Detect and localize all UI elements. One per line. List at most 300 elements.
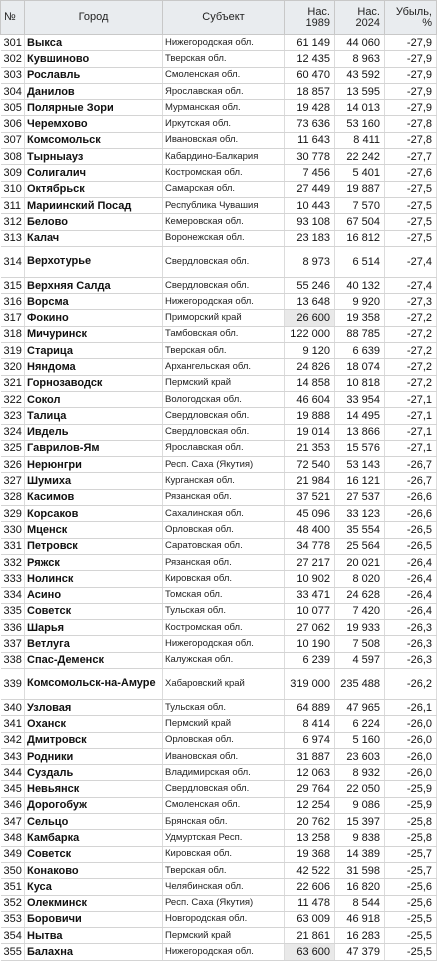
region-name: Тверская обл.	[163, 51, 285, 67]
row-number: 344	[1, 765, 25, 781]
city-name: Олекминск	[25, 895, 163, 911]
row-number: 338	[1, 652, 25, 668]
population-2024: 6 224	[335, 716, 385, 732]
population-1989: 33 471	[285, 587, 335, 603]
table-row	[1, 944, 437, 960]
city-name: Конаково	[25, 862, 163, 878]
row-number: 306	[1, 116, 25, 132]
decline-percent: -26,3	[385, 652, 437, 668]
table-row	[1, 879, 437, 895]
row-number: 308	[1, 149, 25, 165]
region-name: Тверская обл.	[163, 343, 285, 359]
table-row	[1, 310, 437, 326]
region-name: Респ. Саха (Якутия)	[163, 457, 285, 473]
row-number: 329	[1, 506, 25, 522]
row-number: 330	[1, 522, 25, 538]
population-2024: 23 603	[335, 748, 385, 764]
decline-percent: -26,4	[385, 587, 437, 603]
table-row	[1, 181, 437, 197]
row-number: 349	[1, 846, 25, 862]
region-name: Нижегородская обл.	[163, 944, 285, 960]
header-region: Субъект	[163, 1, 285, 35]
decline-percent: -26,3	[385, 620, 437, 636]
population-1989: 60 470	[285, 67, 335, 83]
population-1989: 12 063	[285, 765, 335, 781]
city-name: Шумиха	[25, 473, 163, 489]
row-number: 314	[1, 246, 25, 277]
population-1989: 14 858	[285, 375, 335, 391]
table-row	[1, 35, 437, 51]
table-row	[1, 214, 437, 230]
table-row	[1, 636, 437, 652]
population-1989: 8 414	[285, 716, 335, 732]
city-name: Данилов	[25, 83, 163, 99]
decline-percent: -27,9	[385, 100, 437, 116]
decline-percent: -26,1	[385, 699, 437, 715]
decline-percent: -27,2	[385, 326, 437, 342]
population-2024: 46 918	[335, 911, 385, 927]
row-number: 305	[1, 100, 25, 116]
population-1989: 63 600	[285, 944, 335, 960]
row-number: 325	[1, 440, 25, 456]
population-2024: 33 123	[335, 506, 385, 522]
city-name: Куса	[25, 879, 163, 895]
population-1989: 11 643	[285, 132, 335, 148]
table-row	[1, 359, 437, 375]
row-number: 352	[1, 895, 25, 911]
table-row	[1, 165, 437, 181]
table-row	[1, 489, 437, 505]
population-2024: 27 537	[335, 489, 385, 505]
city-name: Выкса	[25, 35, 163, 51]
population-1989: 31 887	[285, 748, 335, 764]
row-number: 348	[1, 830, 25, 846]
city-name: Ряжск	[25, 554, 163, 570]
population-1989: 61 149	[285, 35, 335, 51]
population-2024: 22 242	[335, 149, 385, 165]
row-number: 331	[1, 538, 25, 554]
decline-percent: -27,2	[385, 359, 437, 375]
city-name: Солигалич	[25, 165, 163, 181]
population-2024: 40 132	[335, 277, 385, 293]
decline-percent: -25,5	[385, 944, 437, 960]
city-name: Касимов	[25, 489, 163, 505]
decline-percent: -27,1	[385, 408, 437, 424]
city-name: Горнозаводск	[25, 375, 163, 391]
population-1989: 27 449	[285, 181, 335, 197]
population-2024: 24 628	[335, 587, 385, 603]
table-row	[1, 246, 437, 277]
table-row	[1, 652, 437, 668]
region-name: Костромская обл.	[163, 165, 285, 181]
city-name: Полярные Зори	[25, 100, 163, 116]
decline-percent: -26,7	[385, 473, 437, 489]
row-number: 323	[1, 408, 25, 424]
city-name: Фокино	[25, 310, 163, 326]
table-row	[1, 748, 437, 764]
city-name: Оханск	[25, 716, 163, 732]
region-name: Пермский край	[163, 375, 285, 391]
decline-percent: -27,5	[385, 230, 437, 246]
population-1989: 18 857	[285, 83, 335, 99]
city-name: Дмитровск	[25, 732, 163, 748]
region-name: Кемеровская обл.	[163, 214, 285, 230]
table-row	[1, 587, 437, 603]
city-name: Балахна	[25, 944, 163, 960]
decline-percent: -27,9	[385, 51, 437, 67]
population-2024: 16 820	[335, 879, 385, 895]
population-2024: 47 965	[335, 699, 385, 715]
row-number: 312	[1, 214, 25, 230]
region-name: Пермский край	[163, 928, 285, 944]
table-row	[1, 149, 437, 165]
decline-percent: -25,5	[385, 911, 437, 927]
population-2024: 8 411	[335, 132, 385, 148]
table-row	[1, 440, 437, 456]
population-2024: 15 576	[335, 440, 385, 456]
population-1989: 9 120	[285, 343, 335, 359]
region-name: Нижегородская обл.	[163, 294, 285, 310]
region-name: Приморский край	[163, 310, 285, 326]
region-name: Пермский край	[163, 716, 285, 732]
population-2024: 35 554	[335, 522, 385, 538]
region-name: Хабаровский край	[163, 668, 285, 699]
city-name: Советск	[25, 603, 163, 619]
table-row	[1, 326, 437, 342]
table-row	[1, 375, 437, 391]
city-name: Комсомольск-на-Амуре	[25, 668, 163, 699]
region-name: Челябинская обл.	[163, 879, 285, 895]
table-row	[1, 895, 437, 911]
table-row	[1, 620, 437, 636]
table-row	[1, 424, 437, 440]
population-2024: 9 838	[335, 830, 385, 846]
table-row	[1, 83, 437, 99]
population-2024: 9 086	[335, 797, 385, 813]
table-row	[1, 668, 437, 699]
table-row	[1, 473, 437, 489]
population-1989: 23 183	[285, 230, 335, 246]
city-name: Суздаль	[25, 765, 163, 781]
region-name: Свердловская обл.	[163, 408, 285, 424]
population-1989: 21 861	[285, 928, 335, 944]
table-row	[1, 230, 437, 246]
decline-percent: -25,8	[385, 814, 437, 830]
population-1989: 19 014	[285, 424, 335, 440]
city-name: Сельцо	[25, 814, 163, 830]
region-name: Кировская обл.	[163, 571, 285, 587]
decline-percent: -26,6	[385, 506, 437, 522]
row-number: 301	[1, 35, 25, 51]
row-number: 336	[1, 620, 25, 636]
row-number: 319	[1, 343, 25, 359]
city-name: Нерюнгри	[25, 457, 163, 473]
row-number: 321	[1, 375, 25, 391]
region-name: Ярославская обл.	[163, 440, 285, 456]
population-1989: 319 000	[285, 668, 335, 699]
row-number: 316	[1, 294, 25, 310]
row-number: 304	[1, 83, 25, 99]
row-number: 335	[1, 603, 25, 619]
population-2024: 8 963	[335, 51, 385, 67]
region-name: Свердловская обл.	[163, 246, 285, 277]
population-1989: 21 984	[285, 473, 335, 489]
city-name: Мариинский Посад	[25, 197, 163, 213]
population-2024: 19 358	[335, 310, 385, 326]
population-2024: 20 021	[335, 554, 385, 570]
population-1989: 13 258	[285, 830, 335, 846]
row-number: 341	[1, 716, 25, 732]
population-2024: 53 143	[335, 457, 385, 473]
decline-percent: -27,8	[385, 132, 437, 148]
population-2024: 7 508	[335, 636, 385, 652]
population-2024: 7 420	[335, 603, 385, 619]
row-number: 346	[1, 797, 25, 813]
region-name: Ивановская обл.	[163, 132, 285, 148]
city-name: Шарья	[25, 620, 163, 636]
decline-percent: -27,8	[385, 116, 437, 132]
header-row	[1, 1, 437, 35]
population-2024: 19 887	[335, 181, 385, 197]
decline-percent: -25,7	[385, 846, 437, 862]
population-2024: 16 812	[335, 230, 385, 246]
row-number: 303	[1, 67, 25, 83]
city-name: Старица	[25, 343, 163, 359]
decline-percent: -27,5	[385, 214, 437, 230]
decline-percent: -26,2	[385, 668, 437, 699]
decline-percent: -25,9	[385, 781, 437, 797]
population-2024: 9 920	[335, 294, 385, 310]
decline-percent: -26,3	[385, 636, 437, 652]
table-row	[1, 781, 437, 797]
population-2024: 67 504	[335, 214, 385, 230]
population-2024: 6 514	[335, 246, 385, 277]
population-2024: 7 570	[335, 197, 385, 213]
population-2024: 6 639	[335, 343, 385, 359]
population-1989: 20 762	[285, 814, 335, 830]
decline-percent: -26,0	[385, 716, 437, 732]
population-1989: 27 217	[285, 554, 335, 570]
table-body	[1, 35, 437, 961]
city-name: Камбарка	[25, 830, 163, 846]
city-name: Асино	[25, 587, 163, 603]
header-decline: Убыль, %	[385, 1, 437, 35]
region-name: Орловская обл.	[163, 732, 285, 748]
region-name: Кировская обл.	[163, 846, 285, 862]
row-number: 345	[1, 781, 25, 797]
city-name: Родники	[25, 748, 163, 764]
region-name: Ярославская обл.	[163, 83, 285, 99]
population-1989: 72 540	[285, 457, 335, 473]
row-number: 333	[1, 571, 25, 587]
city-name: Черемхово	[25, 116, 163, 132]
population-2024: 14 389	[335, 846, 385, 862]
decline-percent: -26,4	[385, 571, 437, 587]
population-2024: 25 564	[335, 538, 385, 554]
decline-percent: -25,6	[385, 895, 437, 911]
population-2024: 235 488	[335, 668, 385, 699]
city-name: Тырныауз	[25, 149, 163, 165]
region-name: Томская обл.	[163, 587, 285, 603]
population-1989: 64 889	[285, 699, 335, 715]
region-name: Тамбовская обл.	[163, 326, 285, 342]
city-name: Талица	[25, 408, 163, 424]
row-number: 324	[1, 424, 25, 440]
row-number: 339	[1, 668, 25, 699]
region-name: Владимирская обл.	[163, 765, 285, 781]
region-name: Респ. Саха (Якутия)	[163, 895, 285, 911]
population-1989: 22 606	[285, 879, 335, 895]
table-row	[1, 571, 437, 587]
region-name: Архангельская обл.	[163, 359, 285, 375]
city-name: Ветлуга	[25, 636, 163, 652]
population-1989: 30 778	[285, 149, 335, 165]
population-1989: 42 522	[285, 862, 335, 878]
table-row	[1, 197, 437, 213]
region-name: Свердловская обл.	[163, 277, 285, 293]
row-number: 302	[1, 51, 25, 67]
region-name: Тверская обл.	[163, 862, 285, 878]
city-name: Сокол	[25, 391, 163, 407]
table-row	[1, 554, 437, 570]
city-name: Дорогобуж	[25, 797, 163, 813]
table-row	[1, 100, 437, 116]
header-population-2024: Нас. 2024	[335, 1, 385, 35]
decline-percent: -26,7	[385, 457, 437, 473]
table-row	[1, 765, 437, 781]
decline-percent: -25,6	[385, 879, 437, 895]
decline-percent: -25,5	[385, 928, 437, 944]
population-1989: 12 435	[285, 51, 335, 67]
population-1989: 26 600	[285, 310, 335, 326]
population-2024: 31 598	[335, 862, 385, 878]
table-row	[1, 538, 437, 554]
region-name: Вологодская обл.	[163, 391, 285, 407]
row-number: 353	[1, 911, 25, 927]
population-2024: 88 785	[335, 326, 385, 342]
population-1989: 10 077	[285, 603, 335, 619]
city-name: Мценск	[25, 522, 163, 538]
city-name: Боровичи	[25, 911, 163, 927]
row-number: 340	[1, 699, 25, 715]
city-name: Ивдель	[25, 424, 163, 440]
row-number: 311	[1, 197, 25, 213]
region-name: Брянская обл.	[163, 814, 285, 830]
row-number: 327	[1, 473, 25, 489]
city-name: Ворсма	[25, 294, 163, 310]
table-row	[1, 928, 437, 944]
row-number: 334	[1, 587, 25, 603]
decline-percent: -27,6	[385, 165, 437, 181]
population-2024: 5 160	[335, 732, 385, 748]
population-2024: 8 932	[335, 765, 385, 781]
population-1989: 21 353	[285, 440, 335, 456]
region-name: Смоленская обл.	[163, 797, 285, 813]
decline-percent: -27,2	[385, 343, 437, 359]
population-2024: 53 160	[335, 116, 385, 132]
decline-percent: -25,9	[385, 797, 437, 813]
population-1989: 24 826	[285, 359, 335, 375]
table-row	[1, 830, 437, 846]
population-2024: 14 495	[335, 408, 385, 424]
population-2024: 18 074	[335, 359, 385, 375]
row-number: 337	[1, 636, 25, 652]
decline-percent: -27,5	[385, 197, 437, 213]
city-name: Няндома	[25, 359, 163, 375]
row-number: 347	[1, 814, 25, 830]
population-2024: 13 866	[335, 424, 385, 440]
region-name: Курганская обл.	[163, 473, 285, 489]
row-number: 332	[1, 554, 25, 570]
region-name: Иркутская обл.	[163, 116, 285, 132]
decline-percent: -27,2	[385, 375, 437, 391]
population-1989: 10 902	[285, 571, 335, 587]
city-name: Спас-Деменск	[25, 652, 163, 668]
population-2024: 8 544	[335, 895, 385, 911]
decline-percent: -27,7	[385, 149, 437, 165]
population-2024: 8 020	[335, 571, 385, 587]
region-name: Удмуртская Респ.	[163, 830, 285, 846]
table-row	[1, 277, 437, 293]
region-name: Рязанская обл.	[163, 554, 285, 570]
decline-percent: -25,7	[385, 862, 437, 878]
table-row	[1, 603, 437, 619]
population-2024: 15 397	[335, 814, 385, 830]
header-city: Город	[25, 1, 163, 35]
decline-percent: -27,1	[385, 424, 437, 440]
table-row	[1, 343, 437, 359]
population-1989: 6 239	[285, 652, 335, 668]
decline-percent: -27,9	[385, 83, 437, 99]
region-name: Мурманская обл.	[163, 100, 285, 116]
table-row	[1, 716, 437, 732]
population-2024: 19 933	[335, 620, 385, 636]
population-2024: 47 379	[335, 944, 385, 960]
table-row	[1, 116, 437, 132]
table-row	[1, 506, 437, 522]
population-2024: 33 954	[335, 391, 385, 407]
city-name: Белово	[25, 214, 163, 230]
decline-percent: -25,8	[385, 830, 437, 846]
decline-percent: -26,0	[385, 765, 437, 781]
population-1989: 73 636	[285, 116, 335, 132]
row-number: 355	[1, 944, 25, 960]
table-row	[1, 862, 437, 878]
row-number: 313	[1, 230, 25, 246]
decline-percent: -26,5	[385, 538, 437, 554]
table-row	[1, 51, 437, 67]
row-number: 317	[1, 310, 25, 326]
city-name: Нытва	[25, 928, 163, 944]
table-row	[1, 408, 437, 424]
population-1989: 29 764	[285, 781, 335, 797]
row-number: 342	[1, 732, 25, 748]
table-row	[1, 846, 437, 862]
population-2024: 5 401	[335, 165, 385, 181]
city-name: Советск	[25, 846, 163, 862]
population-1989: 48 400	[285, 522, 335, 538]
population-1989: 10 443	[285, 197, 335, 213]
table-row	[1, 391, 437, 407]
decline-percent: -26,6	[385, 489, 437, 505]
city-name: Октябрьск	[25, 181, 163, 197]
row-number: 326	[1, 457, 25, 473]
population-1989: 55 246	[285, 277, 335, 293]
table-row	[1, 457, 437, 473]
region-name: Орловская обл.	[163, 522, 285, 538]
region-name: Свердловская обл.	[163, 781, 285, 797]
decline-percent: -26,4	[385, 554, 437, 570]
